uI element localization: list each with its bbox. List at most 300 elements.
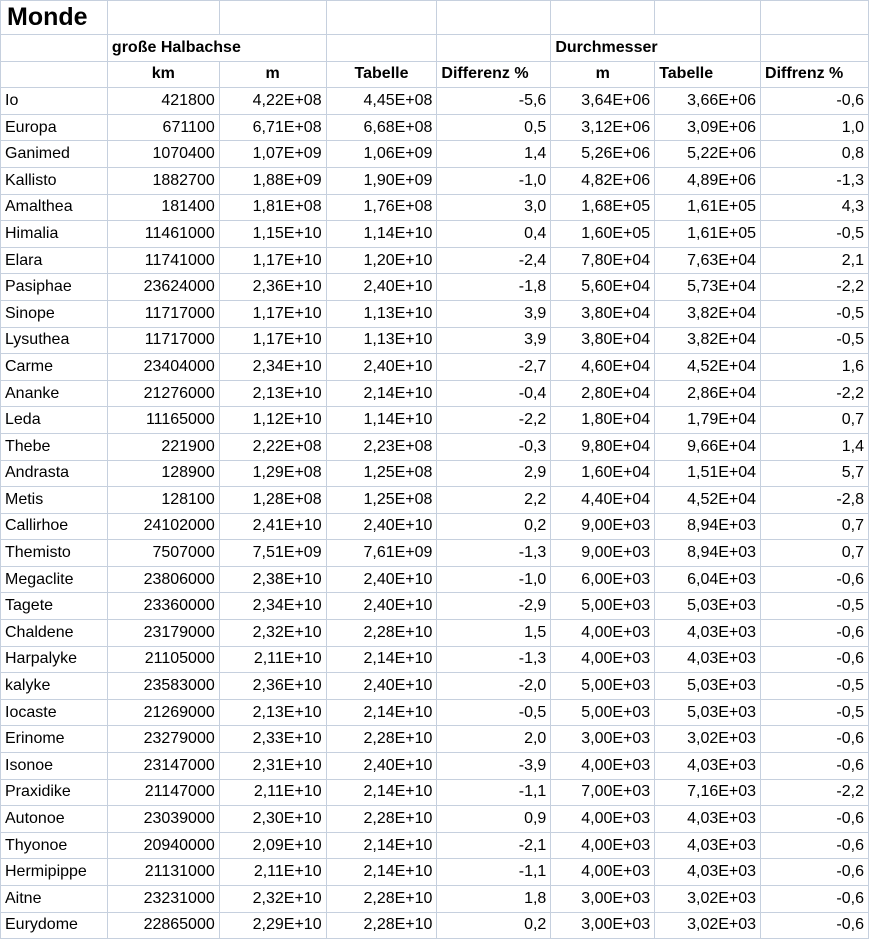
km-cell[interactable]: 23583000 bbox=[107, 673, 219, 700]
m-cell[interactable]: 2,32E+10 bbox=[219, 886, 326, 913]
differenz-cell[interactable]: -1,0 bbox=[437, 566, 551, 593]
differenz-cell[interactable]: 0,2 bbox=[437, 912, 551, 939]
durchmesser-m-cell[interactable]: 1,68E+05 bbox=[551, 194, 655, 221]
durchmesser-tabelle-cell[interactable]: 1,61E+05 bbox=[655, 194, 761, 221]
tabelle-cell[interactable]: 1,06E+09 bbox=[326, 141, 437, 168]
diffrenz-cell[interactable]: -2,2 bbox=[761, 380, 869, 407]
durchmesser-tabelle-cell[interactable]: 4,03E+03 bbox=[655, 832, 761, 859]
differenz-cell[interactable]: -1,1 bbox=[437, 779, 551, 806]
group-label-halbachse[interactable]: große Halbachse bbox=[107, 35, 326, 62]
km-cell[interactable]: 21105000 bbox=[107, 646, 219, 673]
tabelle-cell[interactable]: 2,28E+10 bbox=[326, 620, 437, 647]
moon-name-cell[interactable]: Tagete bbox=[1, 593, 108, 620]
km-cell[interactable]: 21269000 bbox=[107, 699, 219, 726]
moon-name-cell[interactable]: Pasiphae bbox=[1, 274, 108, 301]
diffrenz-cell[interactable]: -2,2 bbox=[761, 779, 869, 806]
tabelle-cell[interactable]: 4,45E+08 bbox=[326, 88, 437, 115]
differenz-cell[interactable]: 2,9 bbox=[437, 460, 551, 487]
moon-name-cell[interactable]: Sinope bbox=[1, 300, 108, 327]
km-cell[interactable]: 421800 bbox=[107, 88, 219, 115]
tabelle-cell[interactable]: 2,40E+10 bbox=[326, 354, 437, 381]
tabelle-cell[interactable]: 2,40E+10 bbox=[326, 753, 437, 780]
durchmesser-m-cell[interactable]: 3,00E+03 bbox=[551, 726, 655, 753]
moon-name-cell[interactable]: Lysuthea bbox=[1, 327, 108, 354]
m-cell[interactable]: 2,13E+10 bbox=[219, 699, 326, 726]
table-row bbox=[1, 620, 869, 647]
m-cell[interactable]: 2,13E+10 bbox=[219, 380, 326, 407]
durchmesser-m-cell[interactable]: 2,80E+04 bbox=[551, 380, 655, 407]
moon-name-cell[interactable]: Kallisto bbox=[1, 167, 108, 194]
km-cell[interactable]: 11165000 bbox=[107, 407, 219, 434]
km-cell[interactable]: 128100 bbox=[107, 487, 219, 514]
m-cell[interactable]: 2,22E+08 bbox=[219, 433, 326, 460]
table-row bbox=[1, 726, 869, 753]
moon-name-cell[interactable]: Metis bbox=[1, 487, 108, 514]
diffrenz-cell[interactable]: -1,3 bbox=[761, 167, 869, 194]
differenz-cell[interactable]: -0,3 bbox=[437, 433, 551, 460]
cell[interactable] bbox=[655, 1, 761, 35]
tabelle-cell[interactable]: 1,20E+10 bbox=[326, 247, 437, 274]
moon-name-cell[interactable]: Andrasta bbox=[1, 460, 108, 487]
km-cell[interactable]: 23147000 bbox=[107, 753, 219, 780]
km-cell[interactable]: 11741000 bbox=[107, 247, 219, 274]
m-cell[interactable]: 2,41E+10 bbox=[219, 513, 326, 540]
differenz-cell[interactable]: -3,9 bbox=[437, 753, 551, 780]
table-row bbox=[1, 407, 869, 434]
durchmesser-tabelle-cell[interactable]: 4,52E+04 bbox=[655, 487, 761, 514]
m-cell[interactable]: 2,29E+10 bbox=[219, 912, 326, 939]
moon-name-cell[interactable]: Elara bbox=[1, 247, 108, 274]
moon-name-cell[interactable]: Himalia bbox=[1, 221, 108, 248]
m-cell[interactable]: 1,12E+10 bbox=[219, 407, 326, 434]
diffrenz-cell[interactable]: -0,5 bbox=[761, 673, 869, 700]
durchmesser-m-cell[interactable]: 1,60E+05 bbox=[551, 221, 655, 248]
diffrenz-cell[interactable]: -0,5 bbox=[761, 699, 869, 726]
m-cell[interactable]: 2,34E+10 bbox=[219, 354, 326, 381]
durchmesser-tabelle-cell[interactable]: 3,09E+06 bbox=[655, 114, 761, 141]
moon-name-cell[interactable]: Praxidike bbox=[1, 779, 108, 806]
durchmesser-m-cell[interactable]: 4,82E+06 bbox=[551, 167, 655, 194]
m-cell[interactable]: 1,15E+10 bbox=[219, 221, 326, 248]
differenz-cell[interactable]: 1,8 bbox=[437, 886, 551, 913]
durchmesser-m-cell[interactable]: 1,80E+04 bbox=[551, 407, 655, 434]
diffrenz-cell[interactable]: -0,5 bbox=[761, 300, 869, 327]
moon-name-cell[interactable]: Europa bbox=[1, 114, 108, 141]
m-cell[interactable]: 2,36E+10 bbox=[219, 673, 326, 700]
durchmesser-m-cell[interactable]: 4,00E+03 bbox=[551, 620, 655, 647]
m-cell[interactable]: 2,32E+10 bbox=[219, 620, 326, 647]
durchmesser-m-cell[interactable]: 5,00E+03 bbox=[551, 699, 655, 726]
m-cell[interactable]: 2,38E+10 bbox=[219, 566, 326, 593]
durchmesser-tabelle-cell[interactable]: 3,02E+03 bbox=[655, 726, 761, 753]
m-cell[interactable]: 2,34E+10 bbox=[219, 593, 326, 620]
durchmesser-tabelle-cell[interactable]: 3,82E+04 bbox=[655, 300, 761, 327]
column-header-tabelle[interactable]: Tabelle bbox=[326, 61, 437, 88]
table-row bbox=[1, 141, 869, 168]
table-row bbox=[1, 513, 869, 540]
differenz-cell[interactable]: 2,2 bbox=[437, 487, 551, 514]
durchmesser-tabelle-cell[interactable]: 4,03E+03 bbox=[655, 753, 761, 780]
durchmesser-tabelle-cell[interactable]: 7,16E+03 bbox=[655, 779, 761, 806]
tabelle-cell[interactable]: 1,25E+08 bbox=[326, 487, 437, 514]
tabelle-cell[interactable]: 2,14E+10 bbox=[326, 832, 437, 859]
differenz-cell[interactable]: -2,9 bbox=[437, 593, 551, 620]
m-cell[interactable]: 2,11E+10 bbox=[219, 779, 326, 806]
durchmesser-m-cell[interactable]: 3,00E+03 bbox=[551, 886, 655, 913]
differenz-cell[interactable]: -2,4 bbox=[437, 247, 551, 274]
tabelle-cell[interactable]: 2,40E+10 bbox=[326, 593, 437, 620]
column-header-name[interactable] bbox=[1, 61, 108, 88]
diffrenz-cell[interactable]: -2,2 bbox=[761, 274, 869, 301]
km-cell[interactable]: 21147000 bbox=[107, 779, 219, 806]
m-cell[interactable]: 2,11E+10 bbox=[219, 646, 326, 673]
durchmesser-m-cell[interactable]: 6,00E+03 bbox=[551, 566, 655, 593]
durchmesser-m-cell[interactable]: 4,00E+03 bbox=[551, 859, 655, 886]
km-cell[interactable]: 23039000 bbox=[107, 806, 219, 833]
km-cell[interactable]: 128900 bbox=[107, 460, 219, 487]
differenz-cell[interactable]: 0,5 bbox=[437, 114, 551, 141]
moon-name-cell[interactable]: Harpalyke bbox=[1, 646, 108, 673]
km-cell[interactable]: 23806000 bbox=[107, 566, 219, 593]
tabelle-cell[interactable]: 2,14E+10 bbox=[326, 380, 437, 407]
durchmesser-tabelle-cell[interactable]: 4,52E+04 bbox=[655, 354, 761, 381]
diffrenz-cell[interactable]: 2,1 bbox=[761, 247, 869, 274]
moon-name-cell[interactable]: Iocaste bbox=[1, 699, 108, 726]
cell[interactable] bbox=[437, 35, 551, 62]
moon-name-cell[interactable]: Leda bbox=[1, 407, 108, 434]
table-row bbox=[1, 673, 869, 700]
differenz-cell[interactable]: 0,2 bbox=[437, 513, 551, 540]
differenz-cell[interactable]: -1,3 bbox=[437, 540, 551, 567]
diffrenz-cell[interactable]: -0,6 bbox=[761, 753, 869, 780]
moon-name-cell[interactable]: Autonoe bbox=[1, 806, 108, 833]
m-cell[interactable]: 1,07E+09 bbox=[219, 141, 326, 168]
durchmesser-tabelle-cell[interactable]: 1,51E+04 bbox=[655, 460, 761, 487]
durchmesser-tabelle-cell[interactable]: 2,86E+04 bbox=[655, 380, 761, 407]
diffrenz-cell[interactable]: -0,6 bbox=[761, 646, 869, 673]
moon-name-cell[interactable]: Hermipippe bbox=[1, 859, 108, 886]
durchmesser-tabelle-cell[interactable]: 5,03E+03 bbox=[655, 699, 761, 726]
m-cell[interactable]: 1,17E+10 bbox=[219, 247, 326, 274]
diffrenz-cell[interactable]: 1,0 bbox=[761, 114, 869, 141]
durchmesser-m-cell[interactable]: 5,60E+04 bbox=[551, 274, 655, 301]
durchmesser-m-cell[interactable]: 3,12E+06 bbox=[551, 114, 655, 141]
differenz-cell[interactable]: 3,9 bbox=[437, 300, 551, 327]
durchmesser-tabelle-cell[interactable]: 3,66E+06 bbox=[655, 88, 761, 115]
durchmesser-m-cell[interactable]: 4,00E+03 bbox=[551, 753, 655, 780]
column-header-durchmesser-m[interactable]: m bbox=[551, 61, 655, 88]
cell[interactable] bbox=[326, 1, 437, 35]
diffrenz-cell[interactable]: -0,5 bbox=[761, 221, 869, 248]
differenz-cell[interactable]: -1,3 bbox=[437, 646, 551, 673]
diffrenz-cell[interactable]: -2,8 bbox=[761, 487, 869, 514]
differenz-cell[interactable]: -5,6 bbox=[437, 88, 551, 115]
moon-name-cell[interactable]: Chaldene bbox=[1, 620, 108, 647]
tabelle-cell[interactable]: 1,13E+10 bbox=[326, 300, 437, 327]
durchmesser-m-cell[interactable]: 4,00E+03 bbox=[551, 646, 655, 673]
km-cell[interactable]: 24102000 bbox=[107, 513, 219, 540]
km-cell[interactable]: 21131000 bbox=[107, 859, 219, 886]
durchmesser-m-cell[interactable]: 5,26E+06 bbox=[551, 141, 655, 168]
durchmesser-tabelle-cell[interactable]: 4,03E+03 bbox=[655, 646, 761, 673]
m-cell[interactable]: 2,09E+10 bbox=[219, 832, 326, 859]
table-row bbox=[1, 832, 869, 859]
tabelle-cell[interactable]: 2,40E+10 bbox=[326, 566, 437, 593]
moon-name-cell[interactable]: Carme bbox=[1, 354, 108, 381]
differenz-cell[interactable]: -0,5 bbox=[437, 699, 551, 726]
m-cell[interactable]: 1,88E+09 bbox=[219, 167, 326, 194]
tabelle-cell[interactable]: 2,14E+10 bbox=[326, 779, 437, 806]
table-row bbox=[1, 886, 869, 913]
km-cell[interactable]: 20940000 bbox=[107, 832, 219, 859]
column-header-durchmesser-tabelle[interactable]: Tabelle bbox=[655, 61, 761, 88]
moon-name-cell[interactable]: kalyke bbox=[1, 673, 108, 700]
durchmesser-tabelle-cell[interactable]: 9,66E+04 bbox=[655, 433, 761, 460]
durchmesser-tabelle-cell[interactable]: 1,79E+04 bbox=[655, 407, 761, 434]
differenz-cell[interactable]: -2,1 bbox=[437, 832, 551, 859]
tabelle-cell[interactable]: 1,14E+10 bbox=[326, 407, 437, 434]
group-label-durchmesser[interactable]: Durchmesser bbox=[551, 35, 761, 62]
cell[interactable] bbox=[326, 35, 437, 62]
durchmesser-m-cell[interactable]: 3,80E+04 bbox=[551, 327, 655, 354]
durchmesser-m-cell[interactable]: 9,00E+03 bbox=[551, 540, 655, 567]
moon-name-cell[interactable]: Ganimed bbox=[1, 141, 108, 168]
sheet-body bbox=[1, 1, 869, 939]
m-cell[interactable]: 2,36E+10 bbox=[219, 274, 326, 301]
tabelle-cell[interactable]: 2,14E+10 bbox=[326, 646, 437, 673]
m-cell[interactable]: 2,33E+10 bbox=[219, 726, 326, 753]
km-cell[interactable]: 23179000 bbox=[107, 620, 219, 647]
tabelle-cell[interactable]: 2,28E+10 bbox=[326, 912, 437, 939]
diffrenz-cell[interactable]: 5,7 bbox=[761, 460, 869, 487]
tabelle-cell[interactable]: 2,28E+10 bbox=[326, 806, 437, 833]
km-cell[interactable]: 23231000 bbox=[107, 886, 219, 913]
km-cell[interactable]: 1882700 bbox=[107, 167, 219, 194]
table-row bbox=[1, 354, 869, 381]
diffrenz-cell[interactable]: 0,8 bbox=[761, 141, 869, 168]
table-row bbox=[1, 566, 869, 593]
differenz-cell[interactable]: 3,0 bbox=[437, 194, 551, 221]
diffrenz-cell[interactable]: -0,6 bbox=[761, 566, 869, 593]
durchmesser-tabelle-cell[interactable]: 4,03E+03 bbox=[655, 806, 761, 833]
differenz-cell[interactable]: -2,2 bbox=[437, 407, 551, 434]
durchmesser-tabelle-cell[interactable]: 3,02E+03 bbox=[655, 886, 761, 913]
km-cell[interactable]: 1070400 bbox=[107, 141, 219, 168]
durchmesser-tabelle-cell[interactable]: 4,03E+03 bbox=[655, 859, 761, 886]
durchmesser-tabelle-cell[interactable]: 4,89E+06 bbox=[655, 167, 761, 194]
diffrenz-cell[interactable]: -0,6 bbox=[761, 806, 869, 833]
table-row bbox=[1, 540, 869, 567]
tabelle-cell[interactable]: 2,40E+10 bbox=[326, 673, 437, 700]
diffrenz-cell[interactable]: 0,7 bbox=[761, 540, 869, 567]
tabelle-cell[interactable]: 2,28E+10 bbox=[326, 886, 437, 913]
km-cell[interactable]: 11461000 bbox=[107, 221, 219, 248]
durchmesser-m-cell[interactable]: 4,00E+03 bbox=[551, 806, 655, 833]
diffrenz-cell[interactable]: -0,6 bbox=[761, 88, 869, 115]
diffrenz-cell[interactable]: 4,3 bbox=[761, 194, 869, 221]
m-cell[interactable]: 2,30E+10 bbox=[219, 806, 326, 833]
durchmesser-m-cell[interactable]: 4,60E+04 bbox=[551, 354, 655, 381]
moon-name-cell[interactable]: Eurydome bbox=[1, 912, 108, 939]
table-row bbox=[1, 300, 869, 327]
differenz-cell[interactable]: 2,0 bbox=[437, 726, 551, 753]
durchmesser-tabelle-cell[interactable]: 8,94E+03 bbox=[655, 540, 761, 567]
km-cell[interactable]: 23404000 bbox=[107, 354, 219, 381]
table-row bbox=[1, 487, 869, 514]
km-cell[interactable]: 21276000 bbox=[107, 380, 219, 407]
durchmesser-tabelle-cell[interactable]: 1,61E+05 bbox=[655, 221, 761, 248]
differenz-cell[interactable]: 1,4 bbox=[437, 141, 551, 168]
km-cell[interactable]: 671100 bbox=[107, 114, 219, 141]
tabelle-cell[interactable]: 2,14E+10 bbox=[326, 699, 437, 726]
km-cell[interactable]: 22865000 bbox=[107, 912, 219, 939]
durchmesser-tabelle-cell[interactable]: 7,63E+04 bbox=[655, 247, 761, 274]
table-row bbox=[1, 859, 869, 886]
cell[interactable] bbox=[219, 1, 326, 35]
moon-name-cell[interactable]: Megaclite bbox=[1, 566, 108, 593]
moon-name-cell[interactable]: Callirhoe bbox=[1, 513, 108, 540]
moon-name-cell[interactable]: Amalthea bbox=[1, 194, 108, 221]
differenz-cell[interactable]: 3,9 bbox=[437, 327, 551, 354]
durchmesser-tabelle-cell[interactable]: 3,82E+04 bbox=[655, 327, 761, 354]
m-cell[interactable]: 1,29E+08 bbox=[219, 460, 326, 487]
durchmesser-m-cell[interactable]: 9,00E+03 bbox=[551, 513, 655, 540]
table-row bbox=[1, 912, 869, 939]
column-header-differenz[interactable]: Differenz % bbox=[437, 61, 551, 88]
m-cell[interactable]: 1,28E+08 bbox=[219, 487, 326, 514]
durchmesser-m-cell[interactable]: 5,00E+03 bbox=[551, 593, 655, 620]
column-header-m[interactable]: m bbox=[219, 61, 326, 88]
moon-name-cell[interactable]: Thyonoe bbox=[1, 832, 108, 859]
table-row bbox=[1, 460, 869, 487]
table-row bbox=[1, 274, 869, 301]
durchmesser-tabelle-cell[interactable]: 6,04E+03 bbox=[655, 566, 761, 593]
tabelle-cell[interactable]: 1,13E+10 bbox=[326, 327, 437, 354]
differenz-cell[interactable]: -0,4 bbox=[437, 380, 551, 407]
diffrenz-cell[interactable]: -0,6 bbox=[761, 726, 869, 753]
durchmesser-tabelle-cell[interactable]: 5,03E+03 bbox=[655, 593, 761, 620]
differenz-cell[interactable]: -2,7 bbox=[437, 354, 551, 381]
tabelle-cell[interactable]: 2,14E+10 bbox=[326, 859, 437, 886]
durchmesser-m-cell[interactable]: 3,00E+03 bbox=[551, 912, 655, 939]
differenz-cell[interactable]: -1,0 bbox=[437, 167, 551, 194]
column-header-km[interactable]: km bbox=[107, 61, 219, 88]
durchmesser-m-cell[interactable]: 4,40E+04 bbox=[551, 487, 655, 514]
durchmesser-m-cell[interactable]: 3,64E+06 bbox=[551, 88, 655, 115]
diffrenz-cell[interactable]: 0,7 bbox=[761, 513, 869, 540]
diffrenz-cell[interactable]: -0,5 bbox=[761, 593, 869, 620]
table-row bbox=[1, 380, 869, 407]
differenz-cell[interactable]: -2,0 bbox=[437, 673, 551, 700]
diffrenz-cell[interactable]: -0,6 bbox=[761, 620, 869, 647]
m-cell[interactable]: 7,51E+09 bbox=[219, 540, 326, 567]
durchmesser-m-cell[interactable]: 7,80E+04 bbox=[551, 247, 655, 274]
cell[interactable] bbox=[761, 35, 869, 62]
m-cell[interactable]: 1,17E+10 bbox=[219, 327, 326, 354]
differenz-cell[interactable]: 1,5 bbox=[437, 620, 551, 647]
durchmesser-m-cell[interactable]: 5,00E+03 bbox=[551, 673, 655, 700]
moon-name-cell[interactable]: Aitne bbox=[1, 886, 108, 913]
diffrenz-cell[interactable]: 0,7 bbox=[761, 407, 869, 434]
differenz-cell[interactable]: -1,8 bbox=[437, 274, 551, 301]
tabelle-cell[interactable]: 6,68E+08 bbox=[326, 114, 437, 141]
durchmesser-tabelle-cell[interactable]: 5,03E+03 bbox=[655, 673, 761, 700]
durchmesser-m-cell[interactable]: 9,80E+04 bbox=[551, 433, 655, 460]
differenz-cell[interactable]: 0,4 bbox=[437, 221, 551, 248]
m-cell[interactable]: 1,17E+10 bbox=[219, 300, 326, 327]
differenz-cell[interactable]: 0,9 bbox=[437, 806, 551, 833]
cell[interactable] bbox=[437, 1, 551, 35]
tabelle-cell[interactable]: 1,25E+08 bbox=[326, 460, 437, 487]
moon-name-cell[interactable]: Thebe bbox=[1, 433, 108, 460]
moon-name-cell[interactable]: Erinome bbox=[1, 726, 108, 753]
durchmesser-tabelle-cell[interactable]: 3,02E+03 bbox=[655, 912, 761, 939]
diffrenz-cell[interactable]: -0,6 bbox=[761, 832, 869, 859]
durchmesser-m-cell[interactable]: 3,80E+04 bbox=[551, 300, 655, 327]
diffrenz-cell[interactable]: -0,6 bbox=[761, 859, 869, 886]
durchmesser-m-cell[interactable]: 1,60E+04 bbox=[551, 460, 655, 487]
diffrenz-cell[interactable]: 1,6 bbox=[761, 354, 869, 381]
moon-name-cell[interactable]: Themisto bbox=[1, 540, 108, 567]
tabelle-cell[interactable]: 2,23E+08 bbox=[326, 433, 437, 460]
tabelle-cell[interactable]: 2,40E+10 bbox=[326, 274, 437, 301]
m-cell[interactable]: 2,31E+10 bbox=[219, 753, 326, 780]
cell[interactable] bbox=[551, 1, 655, 35]
diffrenz-cell[interactable]: -0,5 bbox=[761, 327, 869, 354]
moon-name-cell[interactable]: Isonoe bbox=[1, 753, 108, 780]
diffrenz-cell[interactable]: -0,6 bbox=[761, 886, 869, 913]
column-header-diffrenz[interactable]: Diffrenz % bbox=[761, 61, 869, 88]
tabelle-cell[interactable]: 1,76E+08 bbox=[326, 194, 437, 221]
table-row bbox=[1, 433, 869, 460]
diffrenz-cell[interactable]: 1,4 bbox=[761, 433, 869, 460]
tabelle-cell[interactable]: 2,28E+10 bbox=[326, 726, 437, 753]
km-cell[interactable]: 23279000 bbox=[107, 726, 219, 753]
durchmesser-tabelle-cell[interactable]: 8,94E+03 bbox=[655, 513, 761, 540]
durchmesser-m-cell[interactable]: 7,00E+03 bbox=[551, 779, 655, 806]
km-cell[interactable]: 221900 bbox=[107, 433, 219, 460]
km-cell[interactable]: 7507000 bbox=[107, 540, 219, 567]
km-cell[interactable]: 181400 bbox=[107, 194, 219, 221]
m-cell[interactable]: 2,11E+10 bbox=[219, 859, 326, 886]
durchmesser-tabelle-cell[interactable]: 4,03E+03 bbox=[655, 620, 761, 647]
km-cell[interactable]: 23624000 bbox=[107, 274, 219, 301]
sheet-title[interactable]: Monde bbox=[1, 1, 108, 35]
km-cell[interactable]: 11717000 bbox=[107, 300, 219, 327]
cell[interactable] bbox=[1, 35, 108, 62]
km-cell[interactable]: 23360000 bbox=[107, 593, 219, 620]
tabelle-cell[interactable]: 1,14E+10 bbox=[326, 221, 437, 248]
tabelle-cell[interactable]: 1,90E+09 bbox=[326, 167, 437, 194]
cell[interactable] bbox=[107, 1, 219, 35]
m-cell[interactable]: 6,71E+08 bbox=[219, 114, 326, 141]
tabelle-cell[interactable]: 7,61E+09 bbox=[326, 540, 437, 567]
km-cell[interactable]: 11717000 bbox=[107, 327, 219, 354]
durchmesser-tabelle-cell[interactable]: 5,22E+06 bbox=[655, 141, 761, 168]
moon-name-cell[interactable]: Ananke bbox=[1, 380, 108, 407]
cell[interactable] bbox=[761, 1, 869, 35]
table-row bbox=[1, 194, 869, 221]
tabelle-cell[interactable]: 2,40E+10 bbox=[326, 513, 437, 540]
diffrenz-cell[interactable]: -0,6 bbox=[761, 912, 869, 939]
m-cell[interactable]: 1,81E+08 bbox=[219, 194, 326, 221]
differenz-cell[interactable]: -1,1 bbox=[437, 859, 551, 886]
title-row bbox=[1, 1, 869, 35]
moon-name-cell[interactable]: Io bbox=[1, 88, 108, 115]
durchmesser-tabelle-cell[interactable]: 5,73E+04 bbox=[655, 274, 761, 301]
m-cell[interactable]: 4,22E+08 bbox=[219, 88, 326, 115]
durchmesser-m-cell[interactable]: 4,00E+03 bbox=[551, 832, 655, 859]
